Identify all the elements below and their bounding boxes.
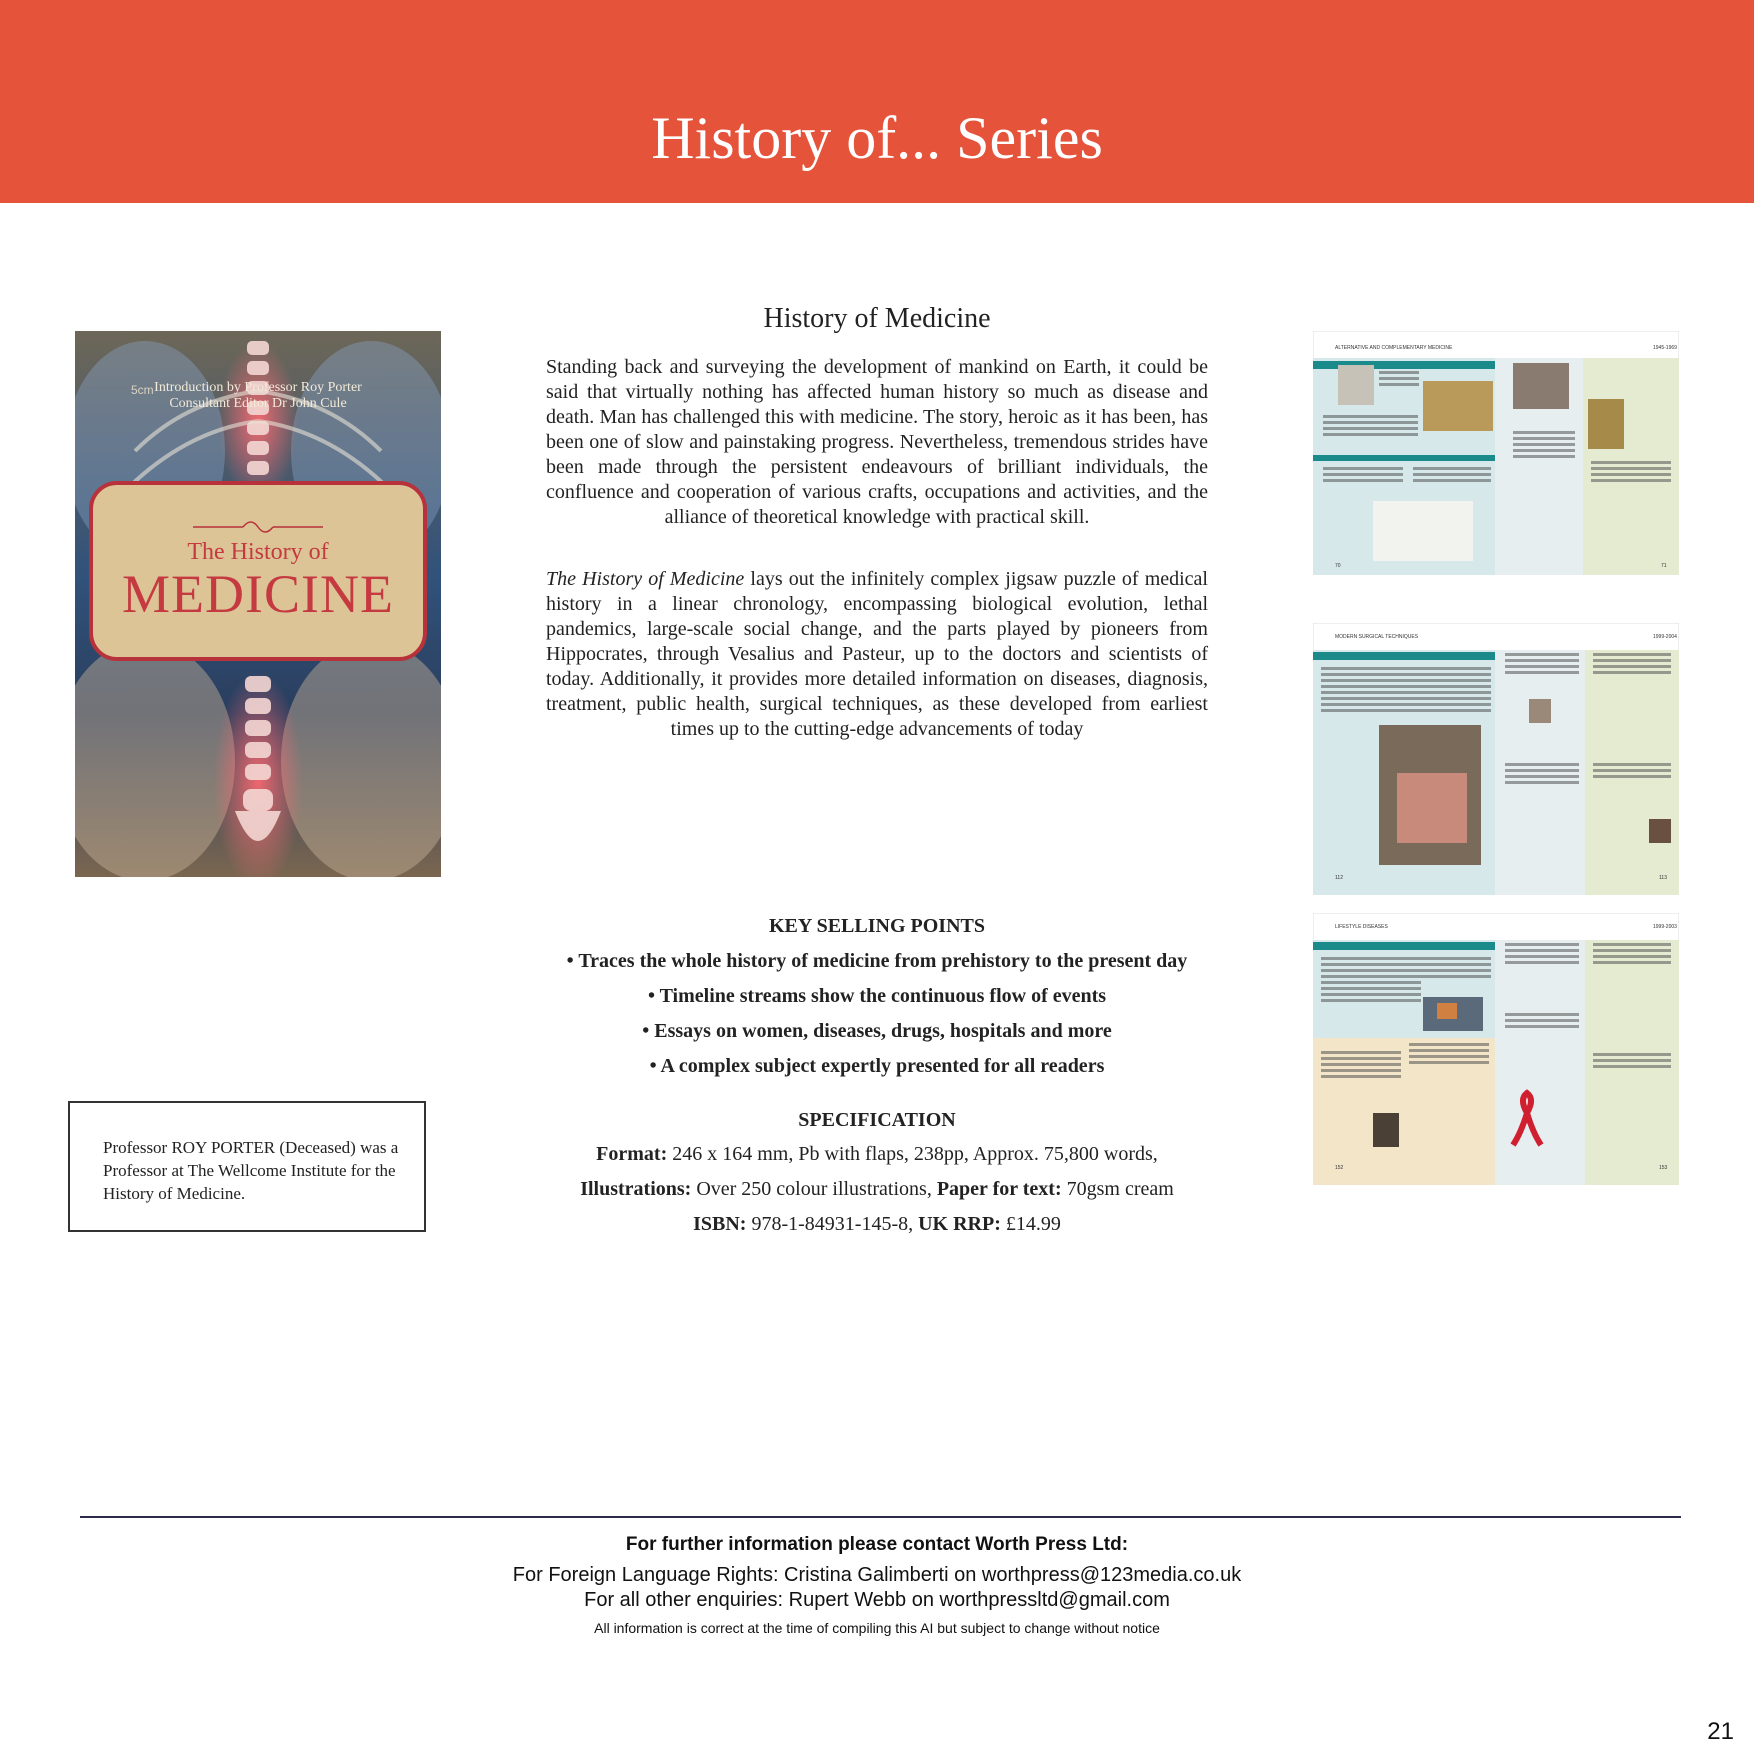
spec-isbn-price xyxy=(470,1213,1284,1236)
series-title: History of... Series xyxy=(651,105,1103,171)
cover-title-plaque xyxy=(89,481,427,661)
spec-rrp-label: UK RRP: xyxy=(918,1213,1001,1235)
spread-page-right: 153 xyxy=(1659,1165,1668,1171)
spread-thumbnail-image xyxy=(1313,331,1679,575)
author-note-box xyxy=(68,1101,426,1232)
specification-title: SPECIFICATION xyxy=(798,1109,956,1131)
selling-point: • Timeline streams show the continuous flow of events xyxy=(647,985,1107,1007)
description-paragraph-1: Standing back and surveying the development of mankind on Earth, it could be said that virtually nothing has affected human history so much as disease and death. Man has challenged this with medicine. The story, heroic as it has been, has been one of slow and painstaking progress. Nevertheless, tremendous strides have been made through the persistent endeavours of brilliant individuals, the confluence and cooperation of various crafts, occupations and activities, and the alliance of theoretical knowledge with practical skill. xyxy=(546,356,1208,528)
spread-page-left: 152 xyxy=(1335,1165,1344,1171)
description-paragraph-2 xyxy=(546,567,1208,742)
spread-header-right: 1945-1969 xyxy=(1653,345,1677,351)
spec-illustrations-label: Illustrations: xyxy=(580,1178,692,1200)
spread-thumbnail-image xyxy=(1313,623,1679,895)
cover-credit-editor: Consultant Editor Dr John Cule xyxy=(169,396,347,411)
spec-format xyxy=(470,1143,1284,1166)
spec-format-value: 246 x 164 mm, Pb with flaps, 238pp, Approx. 75,800 words, xyxy=(667,1143,1158,1165)
spread-header-left: MODERN SURGICAL TECHNIQUES xyxy=(1335,634,1419,640)
sample-spread-3 xyxy=(1313,913,1679,1171)
spread-page-right: 113 xyxy=(1659,875,1667,881)
spread-page-left: 70 xyxy=(1335,563,1341,569)
spec-paper-value: 70gsm cream xyxy=(1061,1178,1174,1200)
contact-foreign-rights: For Foreign Language Rights: Cristina Galimberti on worthpress@123media.co.uk xyxy=(512,1564,1242,1586)
contact-heading: For further information please contact Worth Press Ltd: xyxy=(625,1534,1129,1555)
cover-scale-mark: 5cm xyxy=(131,383,154,397)
cover-title-small: The History of xyxy=(187,539,329,565)
spec-illustrations-value: Over 250 colour illustrations, xyxy=(691,1178,937,1200)
spec-isbn-label: ISBN: xyxy=(693,1213,747,1235)
spread-header-right: 1999-2003 xyxy=(1653,924,1677,930)
selling-point: • Essays on women, diseases, drugs, hospitals and more xyxy=(642,1020,1112,1042)
cover-credits xyxy=(75,380,441,412)
disclaimer: All information is correct at the time of compiling this AI but subject to change without notice xyxy=(594,1620,1160,1636)
spread-header-right: 1999-2004 xyxy=(1653,634,1677,640)
book-cover-image xyxy=(75,331,441,877)
spec-rrp-value: £14.99 xyxy=(1000,1213,1061,1235)
page-number: 21 xyxy=(1707,1718,1734,1745)
spec-illustrations xyxy=(470,1178,1284,1201)
spread-thumbnail-image xyxy=(1313,913,1679,1185)
cover-title-big: MEDICINE xyxy=(122,564,394,624)
sample-spread-1 xyxy=(1313,331,1679,575)
contact-other-enquiries: For all other enquiries: Rupert Webb on worthpressltd@gmail.com xyxy=(584,1589,1170,1611)
spec-format-label: Format: xyxy=(596,1143,668,1165)
spec-isbn-value: 978-1-84931-145-8, xyxy=(746,1213,919,1235)
selling-point: • Traces the whole history of medicine from prehistory to the present day xyxy=(566,950,1188,972)
author-note: Professor ROY PORTER (Deceased) was a Professor at The Wellcome Institute for the History of Medicine. xyxy=(103,1138,399,1203)
key-selling-points-title: KEY SELLING POINTS xyxy=(769,915,985,937)
cover-credit-intro: Introduction by Professor Roy Porter xyxy=(154,380,362,395)
book-title-italic: The History of Medicine xyxy=(546,568,745,590)
book-title: History of Medicine xyxy=(763,303,991,334)
spread-page-right: 71 xyxy=(1661,563,1667,569)
spread-header-left: LIFESTYLE DISEASES xyxy=(1335,924,1388,930)
spread-page-left: 112 xyxy=(1335,875,1343,881)
spec-paper-label: Paper for text: xyxy=(936,1178,1062,1200)
sample-spread-2 xyxy=(1313,623,1679,881)
description-paragraph-2-text: lays out the infinitely complex jigsaw puzzle of medical history in a linear chronology, encompassing biological evolution, lethal pandemics, large-scale social change, and the parts played by pioneers from Hippocrates, through Vesalius and Pasteur, up to the doctors and scientists of today. Additionally, it provides more detailed information on diseases, diagnosis, treatment, public health, surgical techniques, as these developed from earliest times up to the cutting-edge advancements of today xyxy=(546,568,1208,740)
spread-header-left: ALTERNATIVE AND COMPLEMENTARY MEDICINE xyxy=(1335,345,1453,351)
selling-point: • A complex subject expertly presented for all readers xyxy=(649,1055,1105,1077)
footer-divider xyxy=(80,1516,1681,1518)
header-banner xyxy=(0,0,1754,203)
